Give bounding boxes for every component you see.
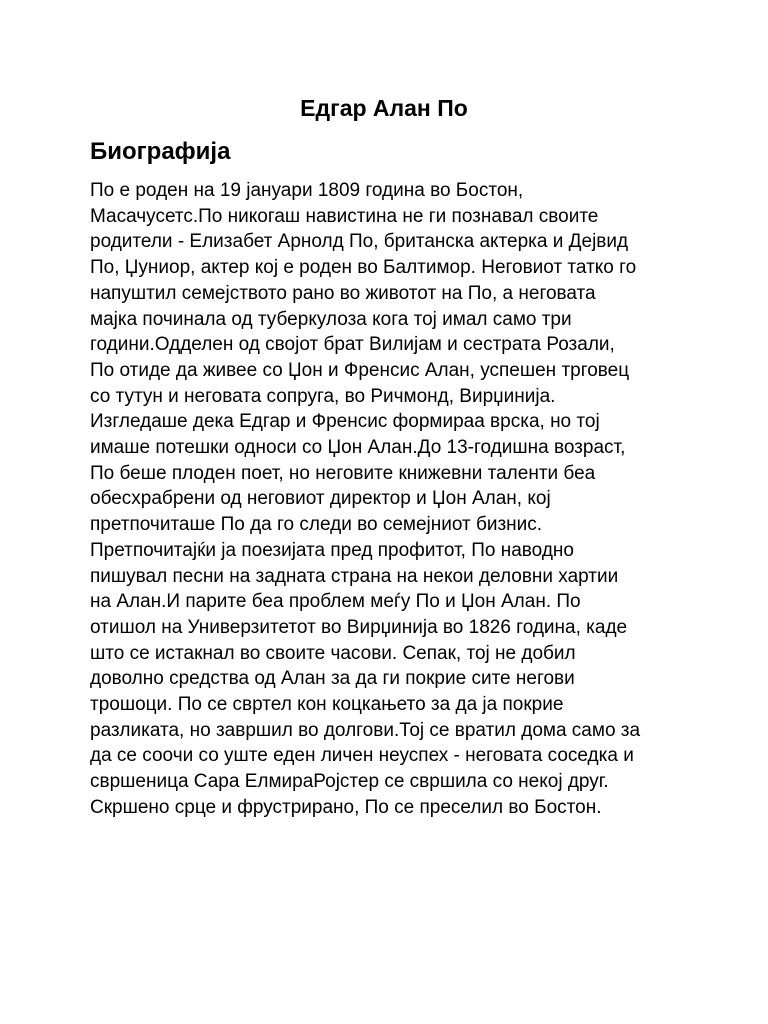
text-line: напуштил семејството рано во животот на По, а неговата [90,282,596,304]
text-line: отишол на Универзитетот во Вирџинија во 1826 година, каде [90,616,628,638]
text-line: што се истакнал во своите часови. Сепак, тој не добил [90,642,576,664]
section-heading: Биографија [90,138,231,165]
text-line: разликата, но завршил во долгови.Тој се вратил дома само за [90,719,641,741]
text-line: По отиде да живее со Џон и Френсис Алан, успешен трговец [90,359,630,381]
text-line: Претпочитајќи ја поезијата пред профитот, По наводно [90,539,574,561]
text-line: родители - Елизабет Арнолд По, британска актерка и Дејвид [90,231,629,253]
text-line: со тутун и неговата сопруга, во Ричмонд, Вирџинија. [90,385,556,407]
text-line: мајка починала од туберкулоза кога тој имал само три [90,308,572,330]
text-line: По, Џуниор, актер кој е роден во Балтимор. Неговиот татко го [90,257,637,279]
text-line: години.Одделен од својот брат Вилијам и сестрата Розали, [90,334,615,356]
text-line: имаше потешки односи со Џон Алан.До 13-годишна возраст, [90,437,626,459]
text-line: обесхрабрени од неговиот директор и Џон Алан, кој [90,488,551,510]
text-line: Изгледаше дека Едгар и Френсис формираа врска, но тој [90,411,600,433]
text-line: По беше плоден поет, но неговите книжевни таленти беа [90,462,596,484]
text-line: доволно средства од Алан за да ги покрие сите негови [90,668,575,690]
body-paragraph [90,178,690,821]
text-line: на Алан.И парите беа проблем меѓу По и Џон Алан. По [90,591,581,613]
text-line: свршеница Сара ЕлмираРојстер се свршила со некој друг. [90,771,609,793]
text-line: Масачусетс.По никогаш навистина не ги познавал своите [90,205,599,227]
text-line: пишувал песни на задната страна на некои деловни хартии [90,565,619,587]
text-line: трошоци. По се свртел кон коцкањето за да ја покрие [90,694,564,716]
text-line: претпочиташе По да го следи во семејниот бизнис. [90,514,543,536]
text-line: По е роден на 19 јануари 1809 година во Бостон, [90,180,524,201]
document-title: Едгар Алан По [300,95,468,121]
text-line: Скршено срце и фрустрирано, По се преселил во Бостон. [90,796,602,818]
text-line: да се соочи со уште еден личен неуспех - неговата соседка и [90,745,634,767]
